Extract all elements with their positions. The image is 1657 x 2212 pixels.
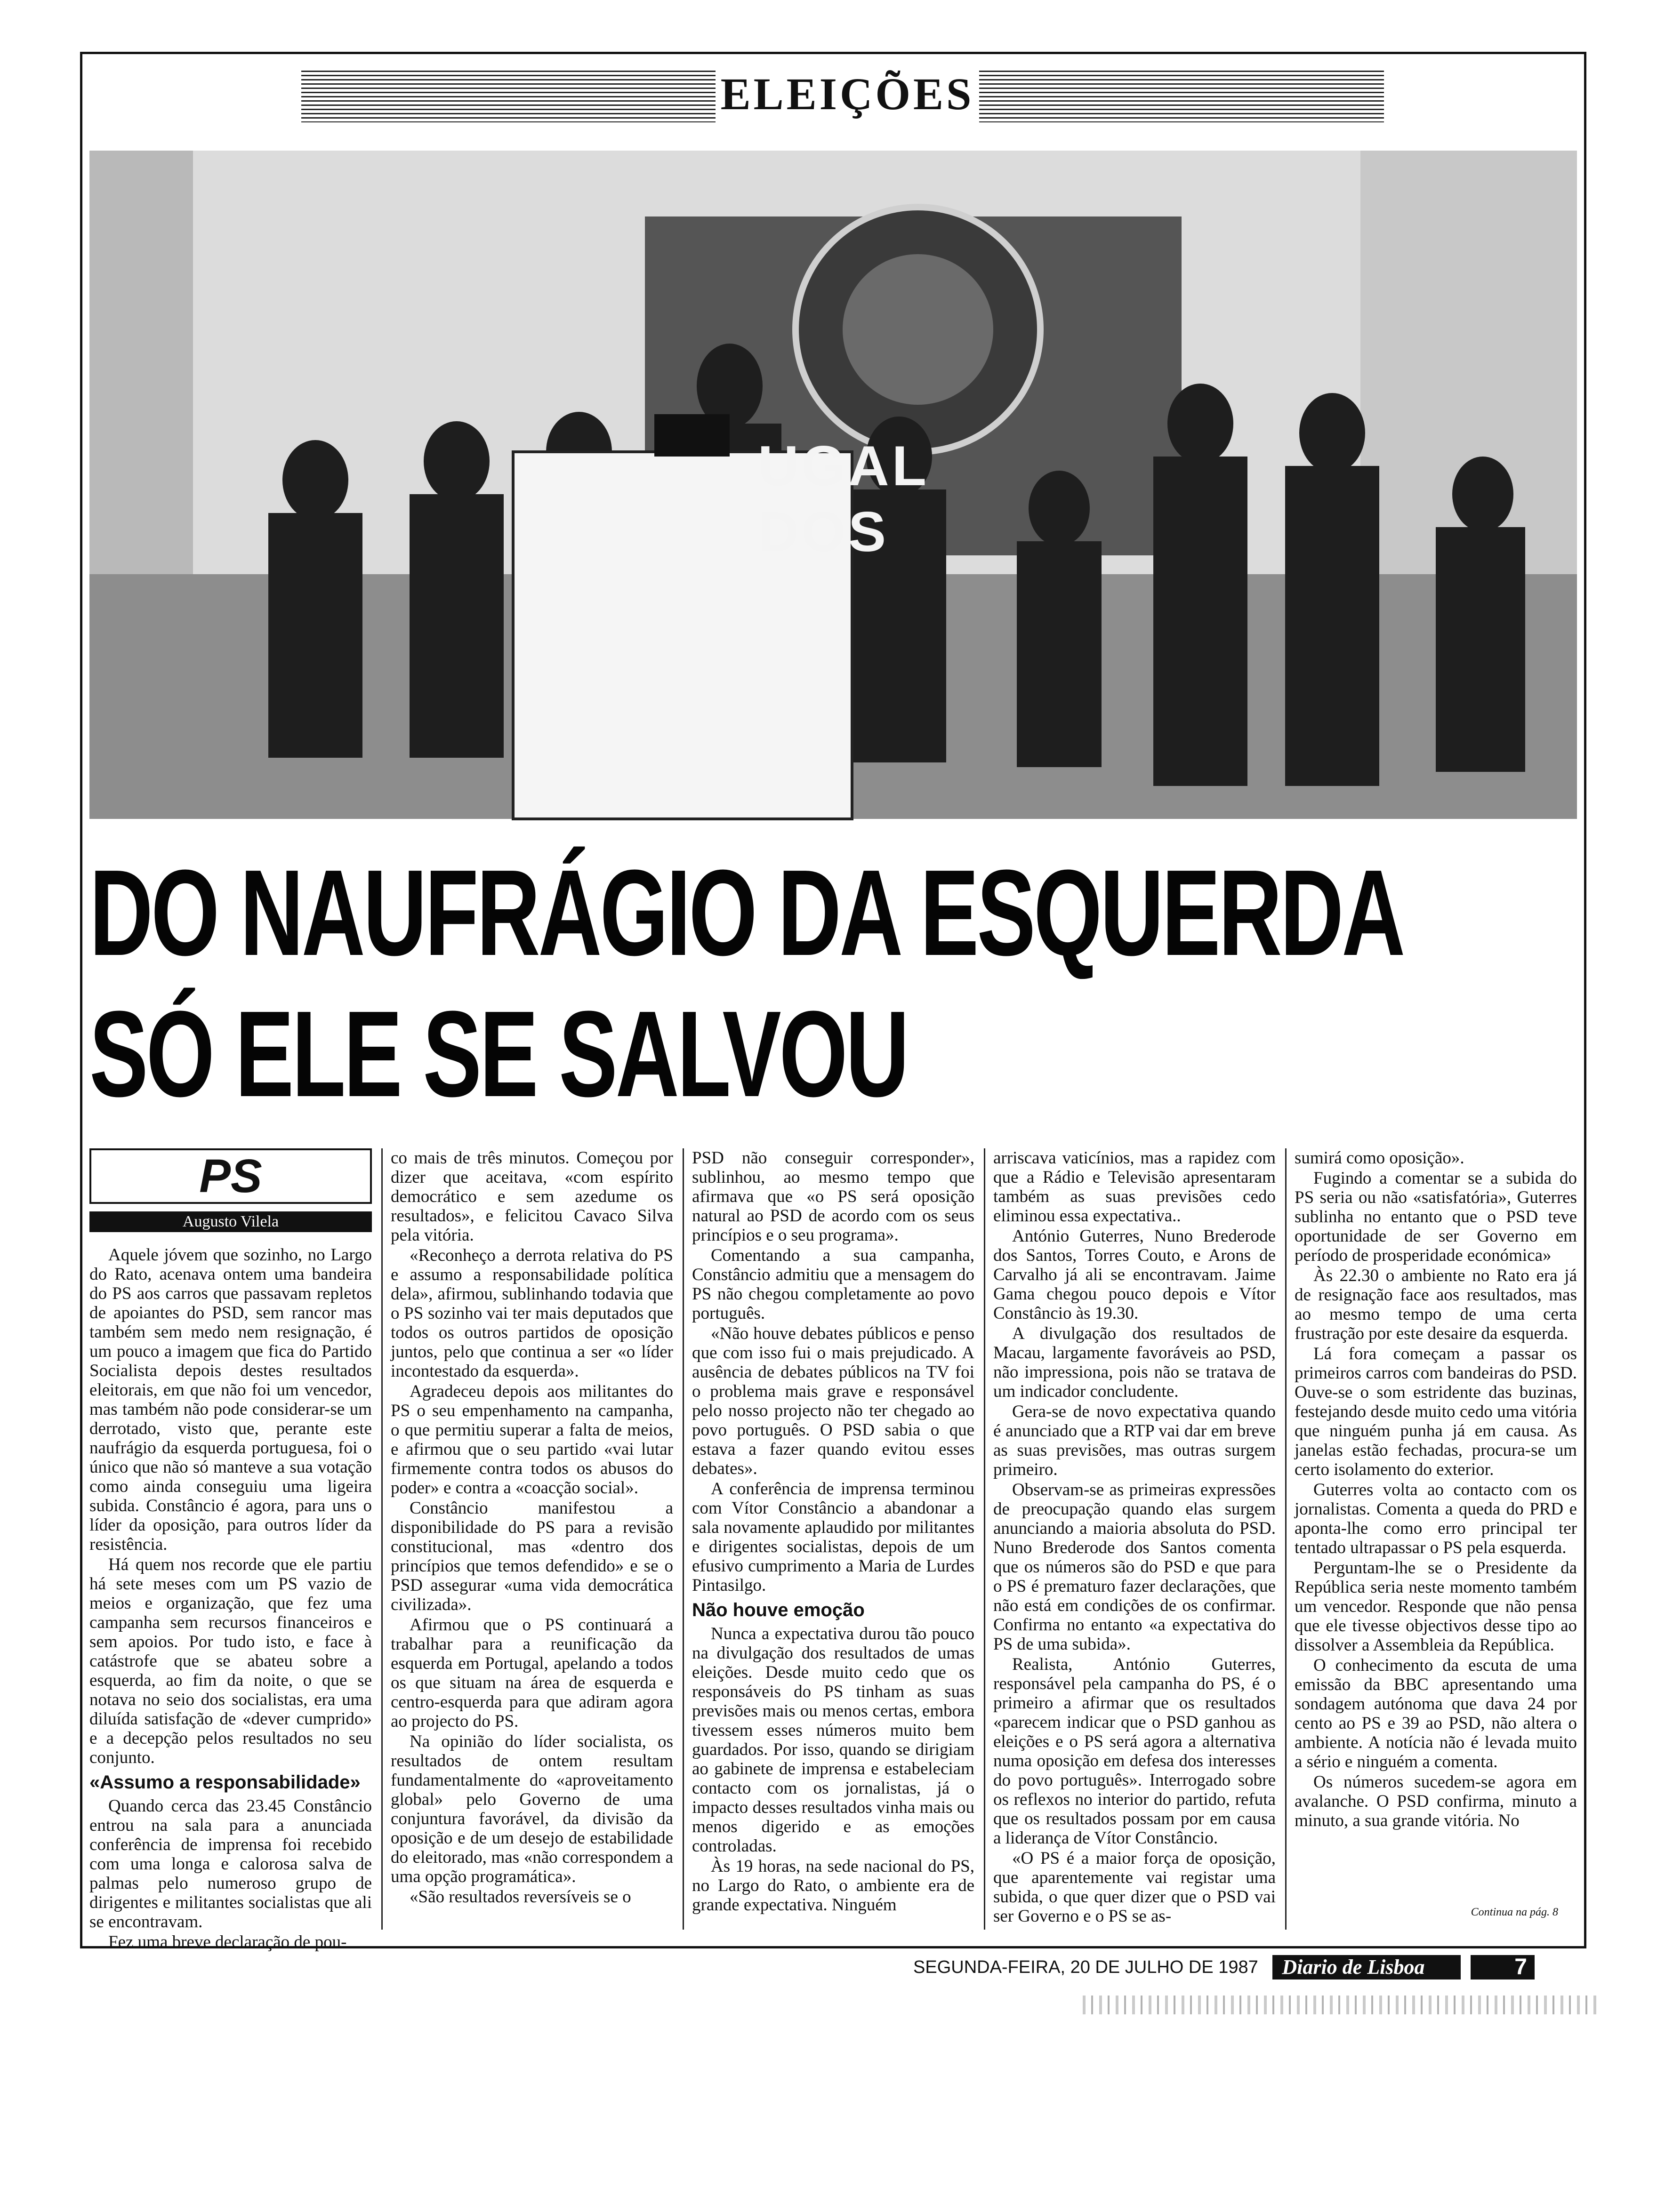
paragraph: Às 22.30 o ambiente no Rato era já de resignação face aos resultados, mas ao mesmo tempo de uma certa frustração por este desaire da esquerda. [1295,1266,1577,1343]
paragraph: Às 19 horas, na sede nacional do PS, no Largo do Rato, o ambiente era de grande expectativa. Ninguém [692,1857,974,1915]
issue-date: SEGUNDA-FEIRA, 20 DE JULHO DE 1987 [913,1957,1258,1977]
page-footer [913,1952,1535,1980]
article-column-4 [993,1148,1276,1930]
photo-banner-line: DOS [758,500,889,563]
paragraph: Os números sucedem-se agora em avalanche. O PSD confirma, minuto a minuto, a sua grande vitória. No [1295,1772,1577,1830]
paragraph: «São resultados reversíveis se o [410,1887,631,1907]
paragraph: Realista, António Guterres, responsável pela campanha do PS, é o primeiro a afirmar que os resultados «parecem indicar que o PSD ganhou as eleições e o PS será agora a alternativa numa oposição em defesa dos interesses do povo português». Interrogado sobre os reflexos no interior do partido, refuta que os resultados possam por em causa a liderança de Vítor Constâncio. [993,1655,1276,1848]
paragraph: Constâncio manifestou a disponibilidade do PS para a revisão constitucional, mas «dentro dos princípios que temos defendido» e se o PSD assegurar «uma vida democrática civilizada». [391,1499,673,1614]
photo-banner-text [758,433,929,565]
paragraph: sumirá como oposição». [1295,1148,1464,1168]
article-column-5 [1295,1148,1577,1930]
newspaper-name: Diario de Lisboa [1272,1955,1461,1980]
paragraph: «Reconheço a derrota relativa do PS e assumo a responsabilidade política dela», afirmou, sublinhando todavia que o PS sozinho vai ter mais deputados que todos os outros partidos de oposição juntos, pelo que continua a ser «o líder incontestado da esquerda». [391,1246,673,1381]
section-title: ELEIÇÕES [716,66,979,122]
photo-banner-line: UGAL [758,434,929,497]
article-column-3 [692,1148,974,1930]
subheading: «Assumo a responsabilidade» [89,1772,361,1793]
paragraph: Perguntam-lhe se o Presidente da República seria neste momento também um vencedor. Responde que não pensa que ele tivesse objectivos desse tipo ao dissolver a Assembleia da República. [1295,1558,1577,1655]
paragraph: PSD não conseguir corresponder», sublinhou, ao mesmo tempo que afirmava que «o PS será oposição natural ao PSD de acordo com os seus princípios e o seu programa». [692,1148,974,1245]
column-rule [683,1148,684,1930]
paragraph: «O PS é a maior força de oposição, que aparentemente vai registar uma subida, o que quer dizer que o PSD vai ser Governo e o PS se as- [993,1849,1276,1926]
column-rule [381,1148,383,1930]
article-tag: PS [89,1148,372,1204]
paragraph: Comentando a sua campanha, Constâncio admitiu que a mensagem do PS não chegou completamente ao povo português. [692,1246,974,1323]
headline [89,842,1404,1125]
article-column-1 [89,1148,372,1952]
article-body [89,1148,1577,1952]
print-noise [1083,1996,1601,2014]
paragraph: Há quem nos recorde que ele partiu há sete meses com um PS vazio de meios e organização, que fez uma campanha sem recursos financeiros e sem apoios. Por tudo isto, e face à catástrofe que se abateu sobre a esquerda, ao fim da noite, o que se notava no seio dos socialistas, era uma diluída satisfação de «dever cumprido» e a decepção pelos resultados no seu conjunto. [89,1555,372,1767]
paragraph: Afirmou que o PS continuará a trabalhar para a reunificação da esquerda em Portugal, apelando a todos os que situam na área de esquerda e centro-esquerda para que adiram agora ao projecto do PS. [391,1615,673,1731]
paragraph: A divulgação dos resultados de Macau, largamente favoráveis ao PSD, não impressiona, pois não se tratava de um indicador concludente. [993,1324,1276,1401]
headline-line-2: SÓ ELE SE SALVOU [89,986,908,1122]
paragraph: O conhecimento da escuta de uma emissão da BBC apresentando uma sondagem autónoma que dava 24 por cento ao PS e 39 ao PSD, não altera o ambiente. A notícia não é levada muito a sério e ninguém a comenta. [1295,1656,1577,1771]
paragraph: Lá fora começam a passar os primeiros carros com bandeiras do PSD. Ouve-se o som estridente das buzinas, festejando desde muito cedo uma vitória que ninguém punha já em causa. As janelas estão fechadas, procura-se um certo isolamento do exterior. [1295,1344,1577,1479]
paragraph: Fugindo a comentar se a subida do PS seria ou não «satisfatória», Guterres sublinha no entanto que o PSD teve oportunidade de ser Governo em período de prosperidade económica» [1295,1169,1577,1265]
paragraph: Nunca a expectativa durou tão pouco na divulgação dos resultados de umas eleições. Desde muito cedo que os responsáveis do PS tinham as suas previsões mais ou menos certas, embora tivessem esses números muito bem guardados. Por isso, quando se dirigiam ao gabinete de imprensa e estabeleciam contacto com os jornalistas, já o impacto desses resultados vinha mais ou menos digerido e as emoções controladas. [692,1624,974,1856]
paragraph: Agradeceu depois aos militantes do PS o seu empenhamento na campanha, o que permitiu superar a falta de meios, e afirmou que o seu partido «vai lutar firmemente contra todos os abusos do poder» e contra a «coacção social». [391,1382,673,1498]
paragraph: Na opinião do líder socialista, os resultados de ontem resultam fundamentalmente do «aproveitamento global» pelo Governo de uma conjuntura favorável, da divisão da oposição e de um desejo de estabilidade do eleitorado, mas «não correspondem a uma opção programática». [391,1732,673,1886]
column-rule [984,1148,985,1930]
column-rule [1285,1148,1287,1930]
page-number: 7 [1471,1955,1535,1980]
news-photo [89,151,1577,819]
paragraph: A conferência de imprensa terminou com Vítor Constâncio a abandonar a sala novamente aplaudido por militantes e dirigentes socialistas, depois de um efusivo cumprimento a Maria de Lurdes Pintasilgo. [692,1479,974,1595]
headline-line-1: DO NAUFRÁGIO DA ESQUERDA [89,845,1404,981]
paragraph: Gera-se de novo expectativa quando é anunciado que a RTP vai dar em breve as suas previsões, mas outras surgem primeiro. [993,1402,1276,1479]
paragraph: Guterres volta ao contacto com os jornalistas. Comenta a queda do PRD e aponta-lhe como erro principal ter tentado ultrapassar o PS pela esquerda. [1295,1480,1577,1557]
paragraph: arriscava vaticínios, mas a rapidez com que a Rádio e Televisão apresentaram também as suas previsões cedo eliminou essa expectativa.. [993,1148,1276,1226]
subheading: Não houve emoção [692,1600,865,1620]
paragraph: co mais de três minutos. Começou por dizer que aceitava, «com espírito democrático e sem azedume os resultados», e felicitou Cavaco Silva pela vitória. [391,1148,673,1245]
paragraph: «Não houve debates públicos e penso que com isso fui o mais prejudicado. A ausência de debates públicos na TV foi o problema mais grave e responsável pelo nosso projecto não ter chegado ao povo português. O PSD sabia o que estava a fazer quando evitou esses debates». [692,1324,974,1478]
paragraph: António Guterres, Nuno Brederode dos Santos, Torres Couto, e Arons de Carvalho já ali se encontravam. Jaime Gama chegou pouco depois e Vítor Constâncio às 19.30. [993,1226,1276,1323]
article-column-2 [391,1148,673,1930]
paragraph: Quando cerca das 23.45 Constâncio entrou na sala para a anunciada conferência de imprensa foi recebido com uma longa e calorosa salva de palmas pelo numeroso grupo de dirigentes e militantes socialistas que ali se encontravam. [89,1796,372,1931]
paragraph: Observam-se as primeiras expressões de preocupação quando elas surgem anunciando a maioria absoluta do PSD. Nuno Brederode dos Santos comenta que os números são do PSD e que para o PS é prematuro fazer declarações, que não está em condições de os confirmar. Confirma no entanto «a expectativa do PS de uma subida». [993,1480,1276,1654]
byline: Augusto Vilela [89,1211,372,1232]
paragraph: Aquele jóvem que sozinho, no Largo do Rato, acenava ontem uma bandeira do PS aos carros que passavam repletos de apoiantes do PSD, sem rancor mas também sem medo nem resignação, é um pouco a imagem que fica do Partido Socialista depois destes resultados eleitorais, em que não foi um vencedor, mas também não pode considerar-se um derrotado, visto que, perante este naufrágio da esquerda portuguesa, foi o único que não só manteve a sua votação como ainda conseguiu uma ligeira subida. Constâncio é agora, para uns o líder da oposição, para outros líder da resistência. [89,1245,372,1554]
continued-note: Continua na pág. 8 [1471,1906,1558,1918]
paragraph: Fez uma breve declaração de pou- [108,1932,347,1952]
